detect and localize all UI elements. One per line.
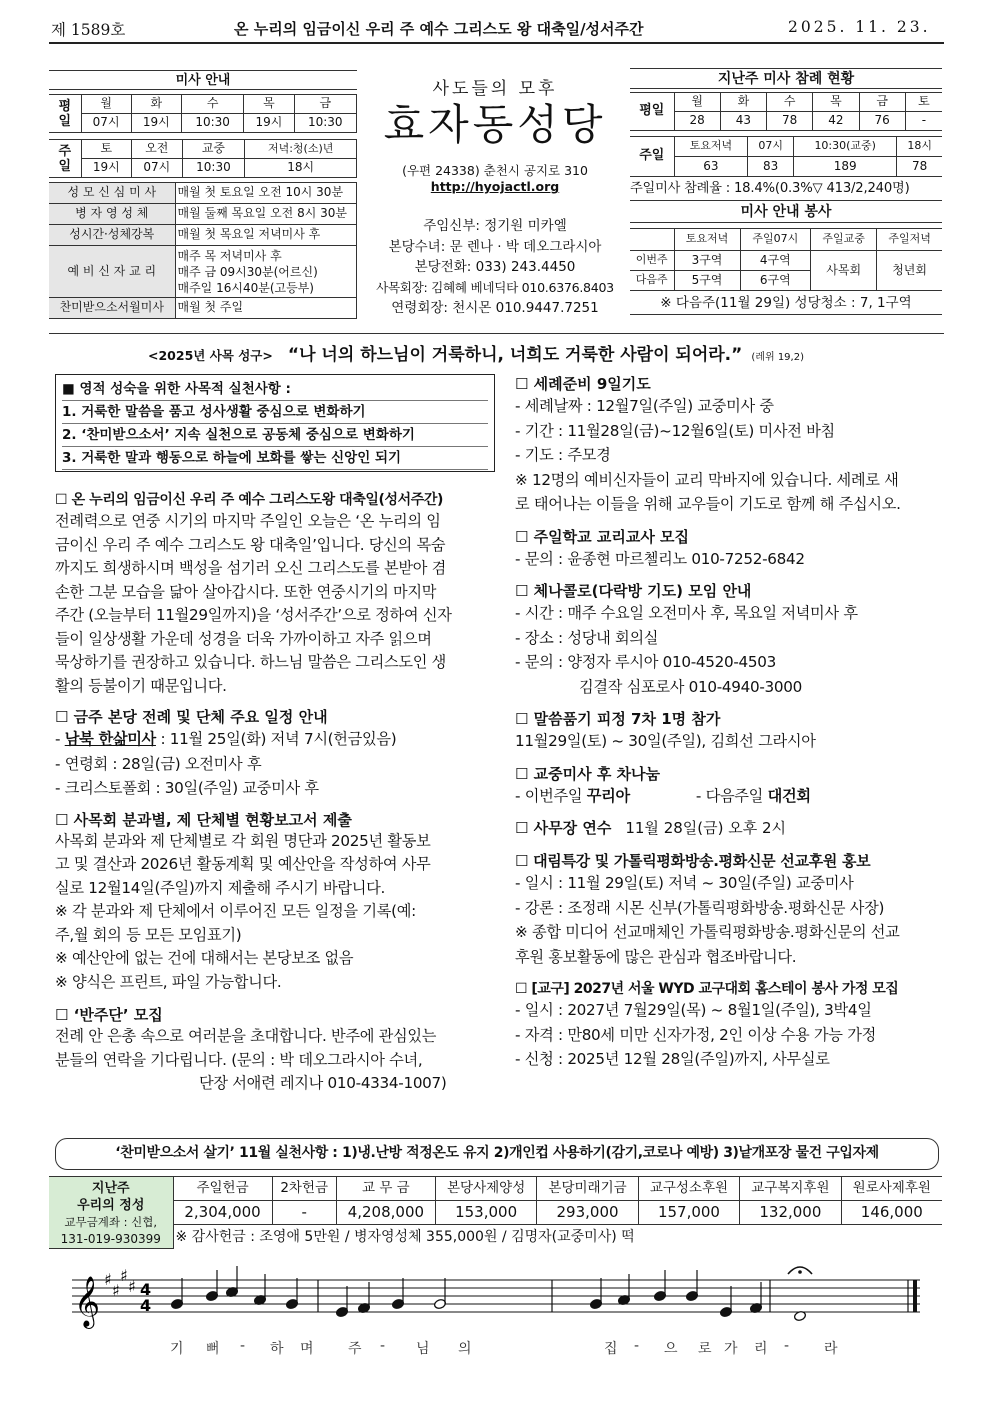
key-signature (104, 1266, 136, 1300)
report-line: ※ 예산안에 없는 건에 대해서는 본당보조 없음 (55, 949, 354, 967)
att-sunday-count: 78 (897, 157, 942, 177)
att-sunday-count: 189 (794, 157, 897, 177)
service-cell: 6구역 (740, 271, 811, 291)
lyric-syllable: 리 (754, 1341, 768, 1357)
sunday-mass-table (49, 139, 357, 178)
cleaning-notice: ※ 다음주(11월 29일) 성당청소 : 7, 1구역 (630, 291, 942, 315)
sunday-head: 토 (81, 140, 132, 159)
special-label: 예 비 신 자 교 리 (49, 246, 175, 298)
wyd-line: - 자격 : 만80세 미만 신자가정, 2인 이상 수용 가능 가정 (515, 1025, 876, 1044)
report-line: 사목회 분과와 제 단체별로 각 회원 명단과 2025년 활동보 (55, 831, 431, 850)
practice-title: ■ 영적 성숙을 위한 사목적 실천사항 : (62, 381, 291, 397)
offering-table (49, 1176, 942, 1249)
feast-line: 묵상하기를 권장하고 있습니다. 하느님 말씀은 그리스도인 생 (55, 653, 446, 671)
parish-phone: 본당전화: 033) 243.4450 (414, 259, 576, 275)
att-sunday-label: 주일 (630, 137, 674, 177)
service-row-label: 이번주 (630, 251, 674, 271)
catechism-line: 매주 목 저녁미사 후 (177, 248, 282, 263)
report-line: 실로 12월14일(주일)까지 제출해 주시기 바랍니다. (55, 878, 386, 897)
offering-value: 132,000 (740, 1201, 841, 1225)
thanks-offering: ※ 감사헌금 : 조영애 5만원 / 병자영성체 355,000원 / 김명자(교중미사) 떡 (173, 1225, 942, 1249)
baptism-line: 로 태어나는 이들을 위해 교우들이 기도로 함께 해 주십시오. (515, 495, 901, 513)
day-cell: 금 (294, 95, 356, 114)
lyric-syllable: - (634, 1338, 640, 1354)
att-weekday-label: 평일 (630, 93, 674, 131)
practice-item: 3. 거룩한 말과 행동으로 하늘에 보화를 쌓는 신앙인 되기 (62, 446, 488, 470)
lyric-syllable: 의 (458, 1341, 472, 1357)
day-cell: 월 (81, 95, 131, 114)
offering-value: 153,000 (435, 1201, 536, 1225)
tea-title: ☐ 교중미사 후 차나눔 (515, 764, 661, 783)
top-divider (49, 333, 944, 334)
parish-motto: 사도들의 모후 (432, 79, 558, 99)
lyric-syllable: - (240, 1338, 246, 1354)
sunday-time: 07시 (132, 159, 183, 178)
service-head: 주일교중 (811, 229, 877, 251)
advent-line: ※ 종합 미디어 선교매체인 가톨릭평화방송.평화신문의 선교 (515, 923, 900, 941)
svg-text:♯: ♯ (128, 1277, 136, 1296)
lyric-syllable: 가 (724, 1341, 738, 1357)
wyd-title: ☐ [교구] 2027년 서울 WYD 교구대회 홈스테이 봉사 가정 모집 (515, 981, 899, 997)
weekday-label: 평 일 (49, 95, 81, 133)
baptism-line: - 기도 : 주모경 (515, 446, 611, 464)
tea-next-week: - 다음주일 (695, 786, 768, 805)
staff-lines (72, 1280, 920, 1312)
notes (170, 1266, 806, 1322)
lyric-syllable: 기 (170, 1341, 184, 1357)
att-day: 금 (859, 93, 905, 112)
wyd-line: - 신청 : 2025년 12월 28일(주일)까지, 사무실로 (515, 1050, 830, 1068)
sunday-time: 10:30 (182, 159, 245, 178)
offering-head: 주일헌금 (173, 1177, 272, 1201)
training-title: ☐ 사무장 연수 (515, 819, 612, 837)
service-head: 토요저녁 (674, 229, 740, 251)
cenacolo-title: ☐ 체나콜로(다락방 기도) 모임 안내 (515, 582, 752, 600)
practice-item: 1. 거룩한 말씀을 품고 성사생활 중심으로 변화하기 (62, 400, 488, 423)
service-head: 주일07시 (740, 229, 811, 251)
issue-title: 온 누리의 임금이신 우리 주 예수 그리스도 왕 대축일/성서주간 (234, 20, 644, 38)
advent-line: 후원 홍보활동에 많은 관심과 협조바랍니다. (515, 947, 797, 966)
training-time: 11월 28일(금) 오후 2시 (625, 819, 787, 837)
service-merged: 사목회 (811, 251, 877, 291)
report-title: ☐ 사목회 분과별, 제 단체별 현황보고서 제출 (55, 810, 352, 829)
special-label: 찬미받으소서월미사 (49, 298, 175, 319)
att-sunday-head: 토요저녁 (674, 137, 748, 157)
report-line: ※ 각 분과와 제 단체에서 이루어진 모든 일정을 기록(예: (55, 902, 416, 920)
service-row-label: 다음주 (630, 271, 674, 291)
schedule-line: - 연령회 : 28일(금) 오전미사 후 (55, 754, 262, 773)
special-value: 매월 첫 주일 (175, 298, 357, 319)
att-day: 토 (905, 93, 942, 112)
special-label: 성 모 신 심 미 사 (49, 183, 175, 204)
att-count: 76 (859, 112, 905, 131)
service-table (630, 228, 942, 291)
report-line: 주,월 회의 등 모든 모임표기) (55, 925, 242, 944)
baptism-line: - 기간 : 11월28일(금)~12월6일(토) 미사전 바침 (515, 421, 835, 440)
service-cell: 5구역 (674, 271, 740, 291)
feast-line: 까지도 희생하시며 백성을 섬기러 오신 그리스도를 본받아 겸 (55, 559, 446, 577)
council-head: 사목회장: 김혜혜 베네딕타 010.6376.8403 (376, 279, 614, 295)
parish-url[interactable]: http://hyojactl.org (430, 179, 560, 194)
baptism-line: ※ 12명의 예비신자들이 교리 막바지에 있습니다. 세례로 새 (515, 470, 899, 489)
eco-banner: ‘찬미받으소서 살기’ 11월 실천사항 : 1)냉.난방 적정온도 유지 2)개인컵 사용하기(감기,코로나 예방) 3)낱개포장 물건 구입자제 (55, 1138, 939, 1170)
special-label: 병 자 영 성 체 (49, 204, 175, 225)
svg-text:♯: ♯ (104, 1270, 112, 1289)
att-sunday-head: 18시 (897, 137, 942, 157)
lyrics (60, 1338, 930, 1358)
special-value: 매월 첫 목요일 저녁미사 후 (175, 225, 357, 246)
parish-info (362, 68, 628, 319)
report-line: 고 및 결산과 2026년 활동계획 및 예산안을 작성하여 사무 (55, 855, 431, 873)
practice-item: 2. ‘찬미받으소서’ 지속 실천으로 공동체 중심으로 변화하기 (62, 423, 488, 446)
att-count: 78 (767, 112, 813, 131)
baptism-title: ☐ 세례준비 9일기도 (515, 375, 651, 393)
cenacolo-line: - 시간 : 매주 수요일 오전미사 후, 목요일 저녁미사 후 (515, 604, 858, 622)
motto-quote: “나 너의 하느님이 거룩하니, 너희도 거룩한 사람이 되어라.” (287, 345, 743, 365)
tea-next-group: 대건회 (767, 786, 811, 805)
feast-line: 전례력으로 연중 시기의 마지막 주일인 오늘은 ‘온 누리의 임 (55, 512, 441, 530)
feast-line: 활의 등불이기 때문입니다. (55, 676, 227, 695)
time-sig: 4 (140, 1296, 152, 1315)
lyric-syllable: 으 (664, 1341, 678, 1357)
time-cell: 07시 (81, 114, 131, 133)
attendance-title: 지난주 미사 참례 현황 (630, 68, 942, 89)
funeral-head: 연령회장: 천시몬 010.9447.7251 (391, 300, 599, 316)
accompanist-line: 전례 안 은총 속으로 여러분을 초대합니다. 반주에 관심있는 (55, 1027, 437, 1045)
service-merged: 청년회 (877, 251, 942, 291)
pastor: 주임신부: 정기원 미카엘 (423, 218, 567, 234)
time-cell: 19시 (244, 114, 294, 133)
feast-line: 주간 (오늘부터 11월29일까지)을 ‘성서주간’으로 정하여 신자 (55, 606, 452, 624)
lyric-syllable: 뻐 (206, 1341, 220, 1357)
att-day: 월 (674, 93, 720, 112)
offering-value: 2,304,000 (173, 1201, 272, 1225)
issue-date: 2025. 11. 23. (788, 18, 931, 36)
lyric-syllable: 며 (300, 1341, 314, 1357)
retreat-title: ☐ 말씀품기 피정 7차 1명 참가 (515, 710, 721, 728)
advent-line: - 강론 : 조정래 시몬 신부(가톨릭평화방송.평화신문 사장) (515, 898, 885, 917)
day-cell: 목 (244, 95, 294, 114)
lyric-syllable: 주 (348, 1341, 362, 1357)
report-line: ※ 양식은 프린트, 파일 가능합니다. (55, 972, 282, 991)
special-value: 매월 첫 토요일 오전 10시 30분 (175, 183, 357, 204)
offering-head: 교구성소후원 (638, 1177, 739, 1201)
sister: 본당수녀: 문 렌나 · 박 데오그라시아 (388, 238, 602, 255)
lyric-syllable: - (380, 1338, 386, 1354)
sunday-head: 교중 (182, 140, 245, 159)
attendance (630, 68, 942, 315)
sunday-head: 오전 (132, 140, 183, 159)
offering-head: 교 무 금 (336, 1177, 435, 1201)
retreat-line: 11월29일(토) ~ 30일(주일), 김희선 그라시아 (515, 732, 816, 750)
parish-address: (우편 24338) 춘천시 공지로 310 (402, 163, 588, 178)
attendance-rate: 주일미사 참례율 : 18.4%(0.3%▽ 413/2,240명) (630, 177, 942, 201)
time-cell: 10:30 (181, 114, 243, 133)
att-count: 42 (813, 112, 859, 131)
service-cell: 3구역 (674, 251, 740, 271)
cenacolo-line: - 장소 : 성당내 회의실 (515, 628, 659, 647)
sunday-label: 주 일 (49, 140, 81, 178)
offering-head: 교구복지후원 (740, 1177, 841, 1201)
motto-label: <2025년 사목 성구> (148, 348, 273, 363)
att-day: 수 (767, 93, 813, 112)
sunday-head: 저녁:청(소)년 (245, 140, 357, 159)
teacher-line: - 문의 : 윤종현 마르첼리노 010-7252-6842 (515, 549, 805, 568)
weekday-attendance-table (630, 92, 942, 131)
teacher-title: ☐ 주일학교 교리교사 모집 (515, 527, 690, 546)
tea-this-week: - 이번주일 (515, 786, 587, 805)
time-cell: 10:30 (294, 114, 356, 133)
offering-value: - (272, 1201, 336, 1225)
feast-line: 금이신 우리 주 예수 그리스도 왕 대축일’입니다. 당신의 목숨 (55, 535, 446, 554)
schedule-title: ☐ 금주 본당 전례 및 단체 주요 일정 안내 (55, 708, 328, 726)
parish-name: 효자동성당 (383, 100, 607, 149)
offering-label: 지난주 (91, 1180, 130, 1196)
unification-mass: 남북 한삶미사 (64, 730, 156, 748)
time-sig: 4 (140, 1280, 152, 1299)
cenacolo-line: - 문의 : 양정자 루시아 010-4520-4503 (515, 653, 776, 671)
att-count: - (905, 112, 942, 131)
accompanist-line: 분들의 연락을 기다립니다. (문의 : 박 데오그라시아 수녀, (55, 1050, 423, 1069)
offering-value: 146,000 (841, 1201, 942, 1225)
schedule-line: - 크리스토폴회 : 30일(주일) 교중미사 후 (55, 779, 319, 797)
lyric-syllable: 라 (824, 1341, 838, 1357)
sunday-time: 18시 (245, 159, 357, 178)
dash: - (55, 730, 65, 748)
att-sunday-head: 07시 (748, 137, 794, 157)
tea-this-group: 꾸리아 (586, 786, 630, 805)
att-count: 28 (674, 112, 720, 131)
svg-text:♯: ♯ (120, 1266, 128, 1285)
time-cell: 19시 (131, 114, 181, 133)
lyric-syllable: 님 (416, 1341, 430, 1357)
motto-ref: (레위 19,2) (751, 352, 804, 363)
lyric-syllable: - (784, 1338, 790, 1354)
sunday-time: 19시 (81, 159, 132, 178)
accompanist-line: 단장 서애련 레지나 010-4334-1007) (199, 1074, 447, 1092)
mass-schedule-title: 미사 안내 (49, 70, 357, 90)
lyric-syllable: 하 (270, 1341, 284, 1357)
offering-head: 원로사제후원 (841, 1177, 942, 1201)
service-head: 주일저녁 (877, 229, 942, 251)
offering (49, 1176, 942, 1249)
header-rule (49, 42, 944, 44)
feast-line: 들이 일상생활 가운데 성경을 더욱 가까이하고 자주 읽으며 (55, 629, 432, 648)
catechism-line: 매주일 16시40분(고등부) (177, 280, 314, 295)
account-number: 131-019-930399 (60, 1231, 161, 1246)
music-score (60, 1258, 930, 1358)
offering-value: 293,000 (537, 1201, 638, 1225)
cenacolo-line: 김결작 심포로사 010-4940-3000 (579, 677, 803, 696)
accompanist-title: ☐ ‘반주단’ 모집 (55, 1006, 163, 1024)
sunday-attendance-table (630, 136, 942, 177)
unification-mass-time: : 11월 25일(화) 저녁 7시(헌금있음) (155, 730, 397, 748)
catechism-line: 매주 금 09시30분(어르신) (177, 264, 318, 279)
att-day: 화 (720, 93, 766, 112)
att-sunday-count: 63 (674, 157, 748, 177)
offering-head: 본당사제양성 (435, 1177, 536, 1201)
advent-title: ☐ 대림특강 및 가톨릭평화방송.평화신문 선교후원 홍보 (515, 852, 871, 870)
practice-box (55, 374, 495, 472)
day-cell: 수 (181, 95, 243, 114)
offering-value: 4,208,000 (336, 1201, 435, 1225)
feast-line: 손한 그분 모습을 닮아 살아갑시다. 또한 연중시기의 마지막 (55, 582, 437, 601)
weekday-mass-table (49, 94, 357, 133)
day-cell: 화 (131, 95, 181, 114)
service-title: 미사 안내 봉사 (630, 201, 942, 223)
right-column (515, 373, 945, 1072)
account-label: 교무금계좌 : 신협, (64, 1214, 158, 1229)
pastoral-motto (148, 340, 804, 365)
wyd-line: - 일시 : 2027년 7월29일(목) ~ 8월1일(주일), 3박4일 (515, 1001, 872, 1019)
feast-title: ☐ 온 누리의 임금이신 우리 주 예수 그리스도왕 대축일(성서주간) (55, 492, 444, 508)
advent-line: - 일시 : 11월 29일(토) 저녁 ~ 30일(주일) 교중미사 (515, 874, 854, 892)
left-column (55, 489, 495, 1096)
service-cell: 4구역 (740, 251, 811, 271)
att-count: 43 (720, 112, 766, 131)
special-value: 매월 둘째 목요일 오전 8시 30분 (175, 204, 357, 225)
baptism-line: - 세례날짜 : 12월7일(주일) 교중미사 중 (515, 397, 774, 415)
att-day: 목 (813, 93, 859, 112)
att-sunday-count: 83 (748, 157, 794, 177)
offering-head: 2차헌금 (272, 1177, 336, 1201)
issue-number: 제 1589호 (51, 21, 126, 39)
lyric-syllable: 로 (698, 1341, 712, 1357)
special-mass-table (49, 182, 357, 319)
mass-schedule (49, 70, 357, 319)
att-sunday-head: 10:30(교중) (794, 137, 897, 157)
offering-value: 157,000 (638, 1201, 739, 1225)
offering-head: 본당미래기금 (537, 1177, 638, 1201)
treble-clef-icon: 𝄞 (74, 1276, 101, 1327)
lyric-syllable: 집 (604, 1341, 618, 1357)
svg-text:♯: ♯ (112, 1281, 120, 1300)
offering-label: 우리의 정성 (77, 1197, 145, 1213)
special-label: 성시간·성체강복 (49, 225, 175, 246)
